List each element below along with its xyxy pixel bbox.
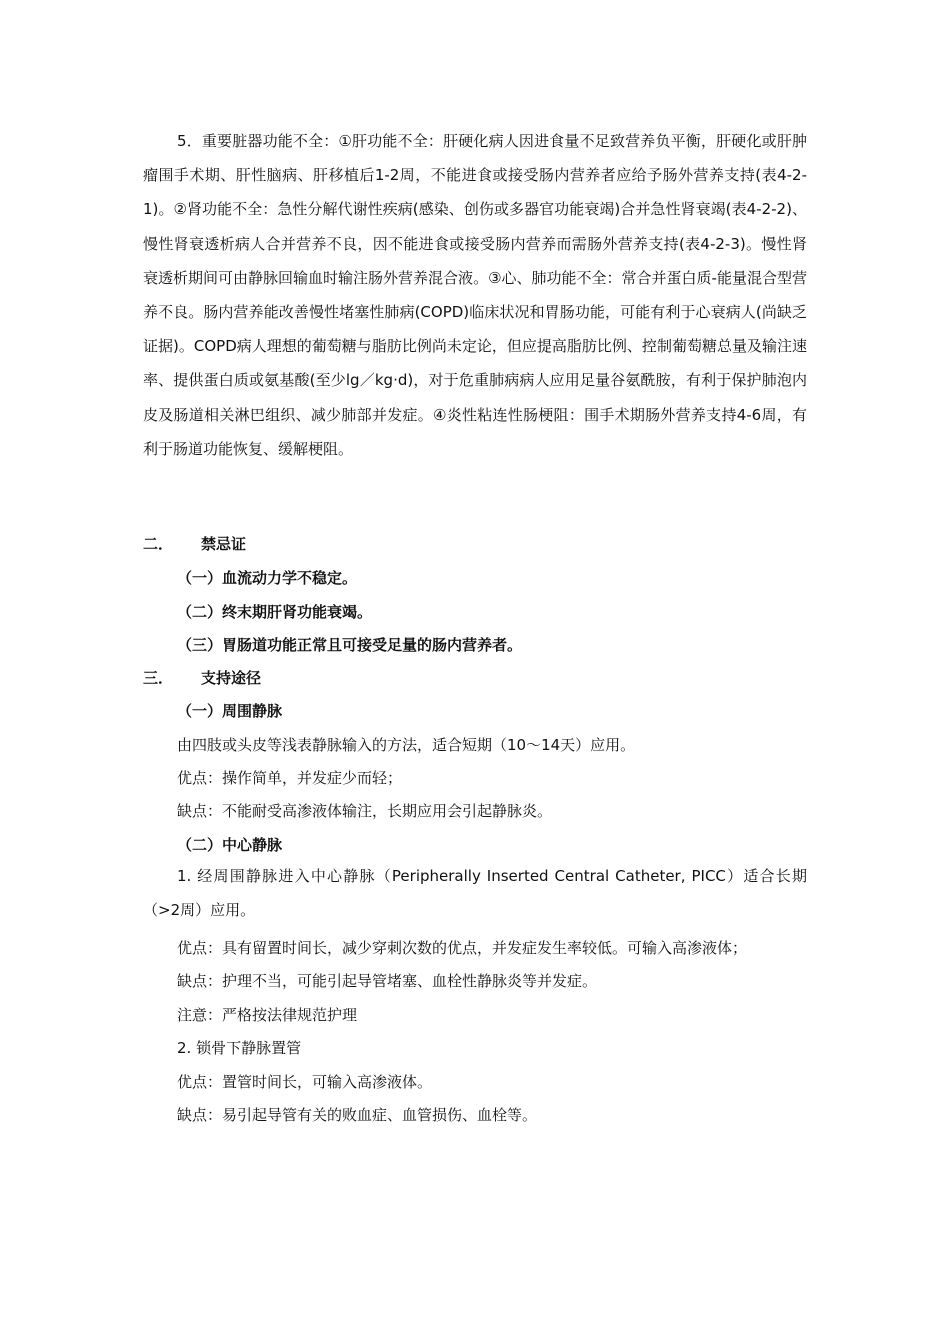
contraindication-item: （二）终末期肝肾功能衰竭。: [177, 603, 373, 621]
contraindication-item: （一）血流动力学不稳定。: [177, 569, 358, 587]
section-title: 禁忌证: [201, 535, 247, 553]
picc-note: 注意：严格按法律规范护理: [177, 1006, 358, 1024]
paragraph-organ-failure: 5．重要脏器功能不全：①肝功能不全：肝硬化病人因进食量不足致营养负平衡，肝硬化或肝肿瘤围手术期、肝性脑病、肝移植后1-2周，不能进食或接受肠内营养者应给予肠外营养支持(表4-2-1)。②肾功能不全：急性分解代谢性疾病(感染、创伤或多器官功能衰竭)合并急性肾衰竭(表4-2-2)、慢性肾衰透析病人合并营养不良，因不能进食或接受肠内营养而需肠外营养支持(表4-2-3)。慢性肾衰透析期间可由静脉回输血时输注肠外营养混合液。③心、肺功能不全：常合并蛋白质-能量混合型营养不良。肠内营养能改善慢性堵塞性肺病(COPD)临床状况和胃肠功能，可能有利于心衰病人(尚缺乏证据)。COPD病人理想的葡萄糖与脂肪比例尚未定论，但应提高脂肪比例、控制葡萄糖总量及输注速率、提供蛋白质或氨基酸(至少lg／kg·d)，对于危重肺病病人应用足量谷氨酰胺，有利于保护肺泡内皮及肠道相关淋巴组织、减少肺部并发症。④炎性粘连性肠梗阻：围手术期肠外营养支持4-6周，有利于肠道功能恢复、缓解梗阻。: [143, 132, 807, 458]
subclavian-advantages: 优点：置管时间长，可输入高渗液体。: [177, 1073, 433, 1091]
section-title: 支持途径: [201, 669, 262, 687]
peripheral-vein-description: 由四肢或头皮等浅表静脉输入的方法，适合短期（10～14天）应用。: [177, 736, 636, 754]
section-heading-contraindications: [143, 534, 246, 554]
picc-advantages: 优点：具有留置时间长，减少穿刺次数的优点，并发症发生率较低。可输入高渗液体；: [177, 939, 748, 957]
subsection-heading-peripheral-vein: （一）周围静脉: [177, 702, 283, 720]
subclavian-heading: 2. 锁骨下静脉置管: [177, 1039, 302, 1057]
contraindication-item: （三）胃肠道功能正常且可接受足量的肠内营养者。: [177, 636, 523, 654]
section-number: 二．: [143, 535, 174, 553]
subclavian-disadvantages: 缺点：易引起导管有关的败血症、血管损伤、血栓等。: [177, 1106, 538, 1124]
peripheral-vein-advantages: 优点：操作简单，并发症少而轻；: [177, 769, 403, 787]
subsection-heading-central-vein: （二）中心静脉: [177, 836, 283, 854]
section-heading-routes: [143, 668, 261, 688]
picc-description: 1. 经周围静脉进入中心静脉（Peripherally Inserted Central Catheter, PICC）适合长期（>2周）应用。: [143, 867, 807, 919]
picc-disadvantages: 缺点：护理不当，可能引起导管堵塞、血栓性静脉炎等并发症。: [177, 972, 598, 990]
peripheral-vein-disadvantages: 缺点：不能耐受高渗液体输注，长期应用会引起静脉炎。: [177, 802, 553, 820]
section-number: 三．: [143, 669, 174, 687]
